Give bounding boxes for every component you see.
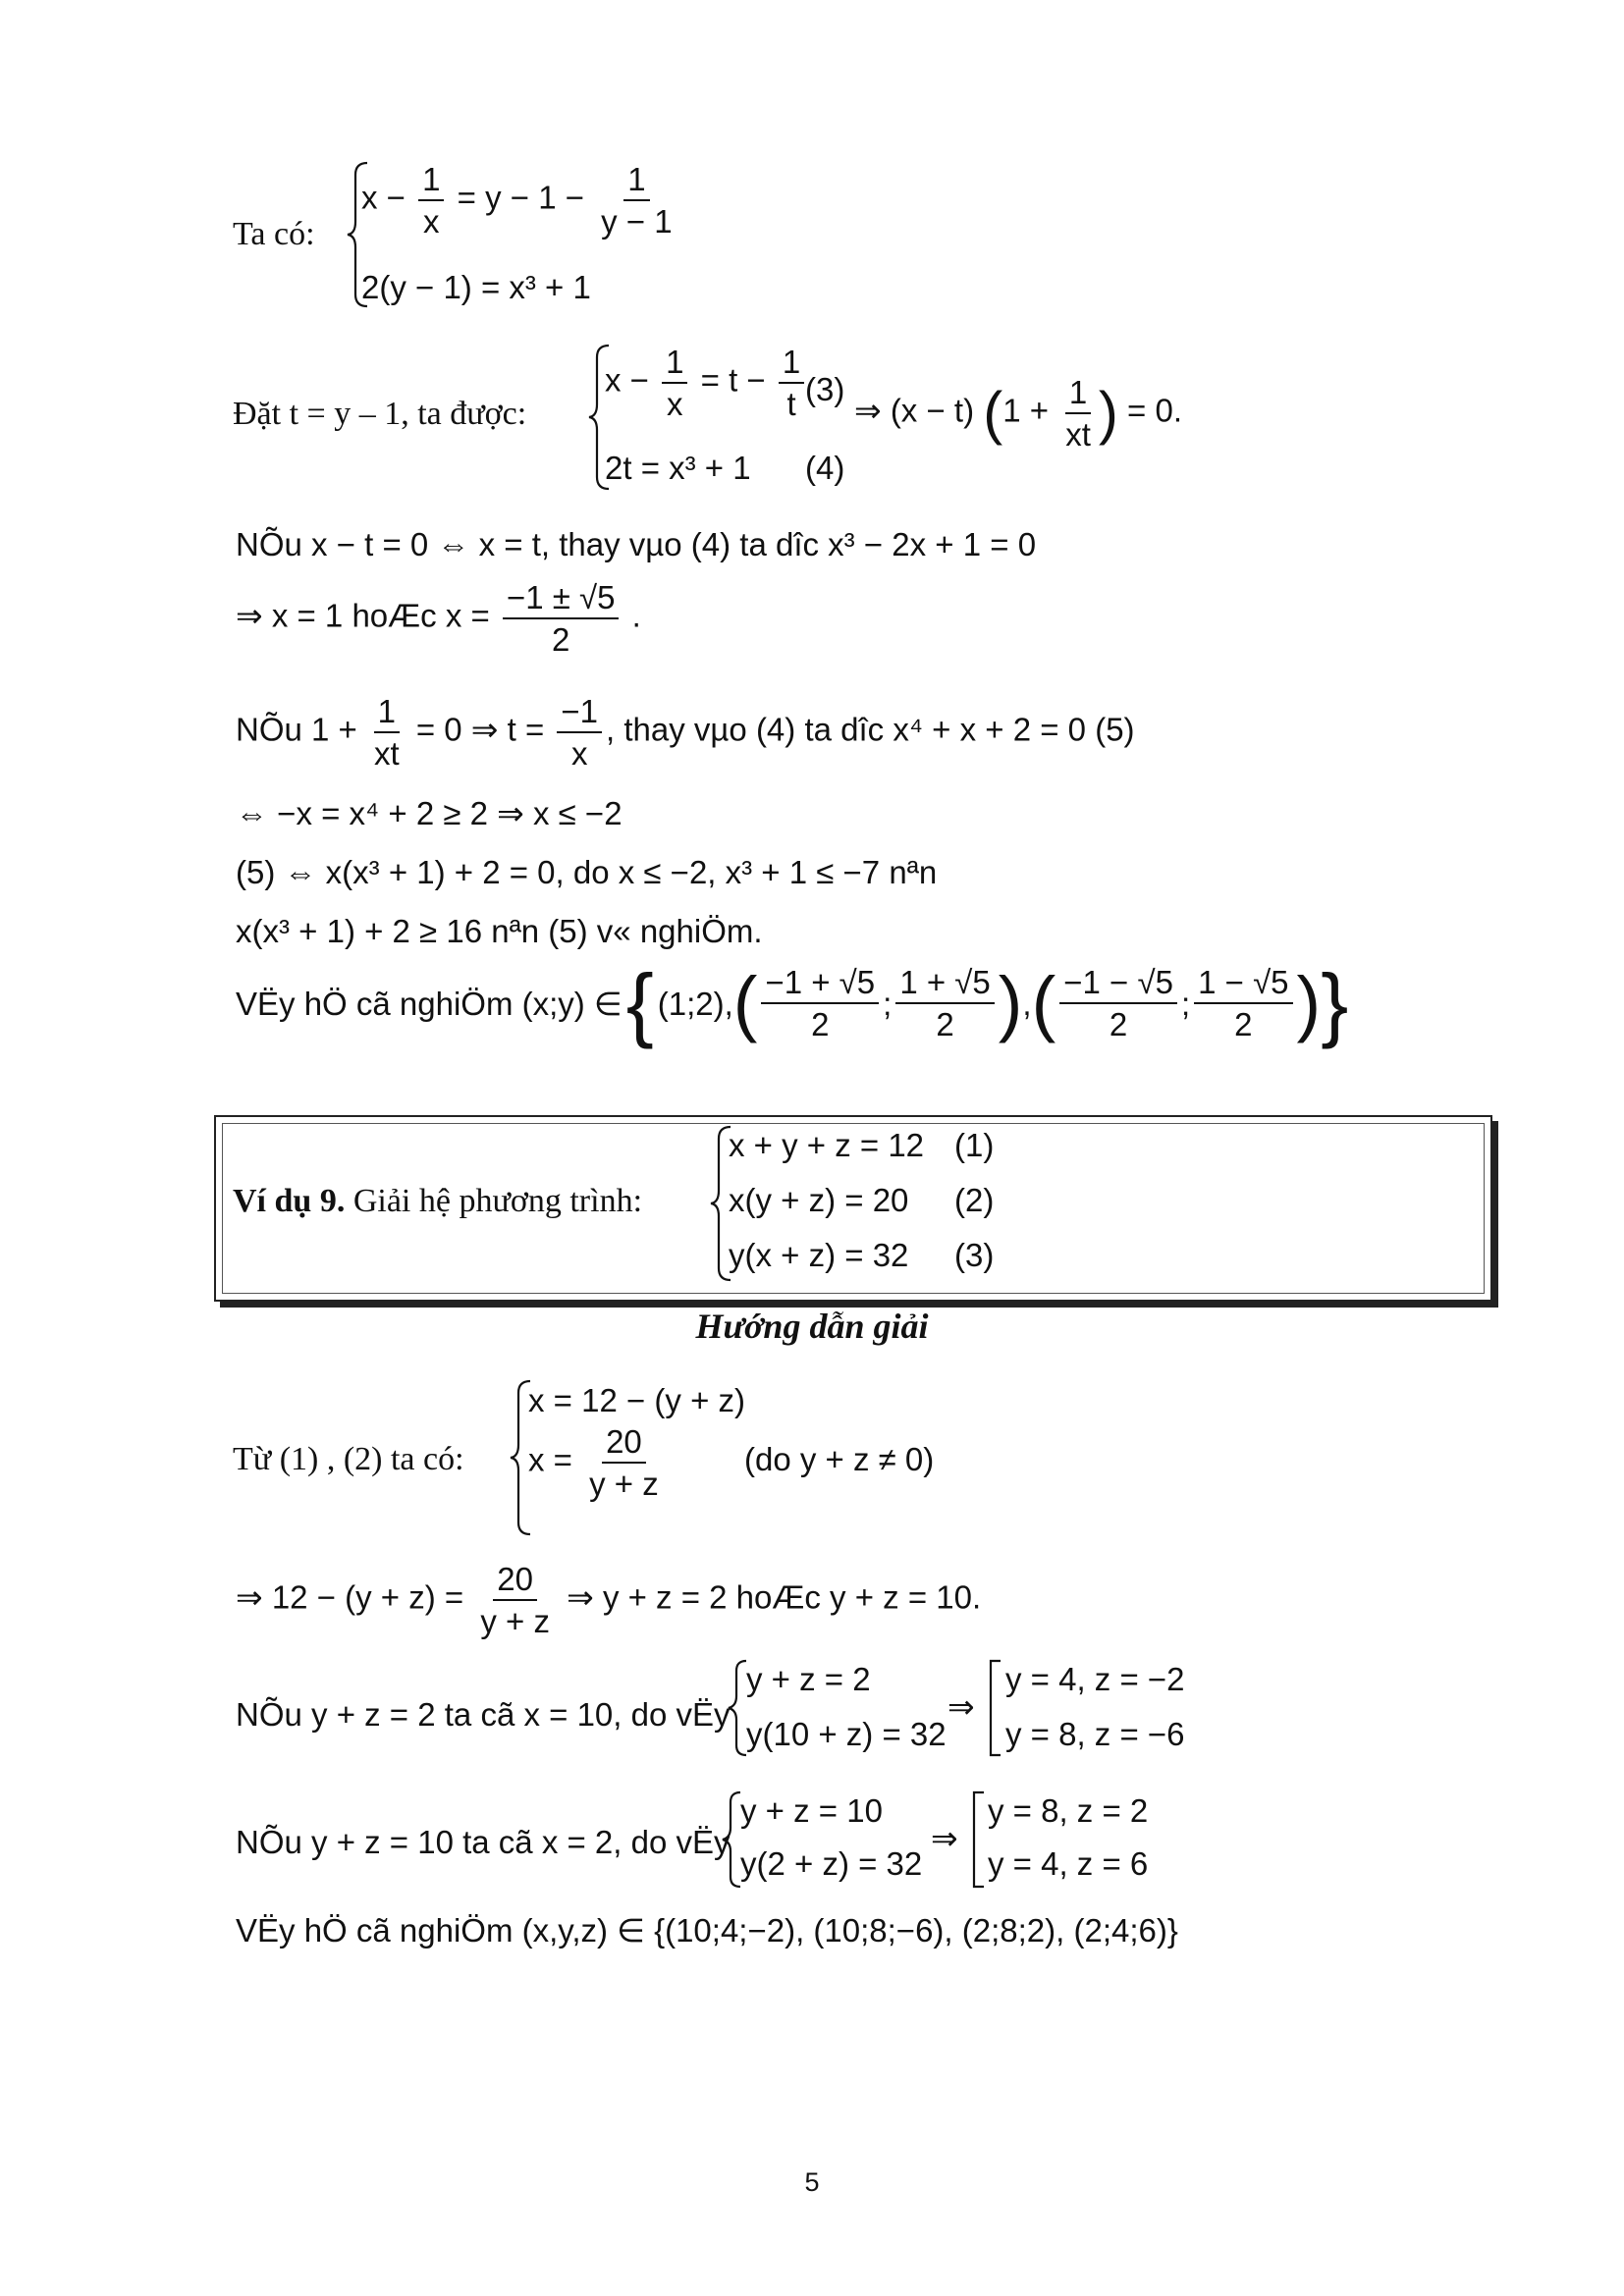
solution-heading: Hướng dẫn giải bbox=[695, 1307, 929, 1346]
subcase1-sys2: y(10 + z) = 32 bbox=[746, 1716, 947, 1752]
subcase2-sys1: y + z = 10 bbox=[740, 1792, 883, 1829]
example-tag1: (1) bbox=[954, 1127, 995, 1163]
case1-line2: ⇒ x = 1 hoÆc x = $\frac{-1 \pm √5}{2}$ . bbox=[236, 579, 641, 658]
example-title: Ví dụ 9. Giải hệ phương trình: bbox=[233, 1183, 643, 1219]
subcase1-bracket bbox=[987, 1659, 1002, 1757]
block2-eq3: x − $\frac{1}{x}$ = t − $\frac{1}{t}$ bbox=[605, 346, 808, 420]
conclusion1: VËy hÖ cã nghiÖm (x;y) ∈ { (1;2), ( $\frac{-1 + √5}{2}$ ; $\frac{1 + √5}{2}$ ) , ( $\frac{-1 - √5}{2}$ ; $\frac{1 - √5}{2}$ ) } bbox=[236, 957, 1349, 1049]
subcase2-sys2: y(2 + z) = 32 bbox=[740, 1845, 923, 1882]
solution-sys-eq1: x = 12 − (y + z) bbox=[528, 1382, 746, 1418]
case2-line2: ⇔ −x = x⁴ + 2 ≥ 2 ⇒ x ≤ −2 bbox=[236, 795, 623, 831]
subcase1-res1: y = 4, z = −2 bbox=[1005, 1661, 1185, 1697]
subcase2-arrow: ⇒ bbox=[931, 1820, 958, 1856]
example-tag3: (3) bbox=[954, 1237, 995, 1273]
subcase1-res2: y = 8, z = −6 bbox=[1005, 1716, 1185, 1752]
block2-result: ⇒ (x − t) (1 + $\frac{1}{xt}$ ) = 0. bbox=[854, 374, 1182, 453]
block1-eq2: 2(y − 1) = x³ + 1 bbox=[361, 269, 591, 305]
subcase2-lead: NÕu y + z = 10 ta cã x = 2, do vËy bbox=[236, 1824, 731, 1860]
case2-line3: (5) ⇔ x(x³ + 1) + 2 = 0, do x ≤ −2, x³ + 1 ≤ −7 nªn bbox=[236, 854, 938, 890]
case2-line1: NÕu 1 + $\frac{1}{xt}$ = 0 ⇒ t = $\frac{-1}{x}$ , thay vµo (4) ta dîc x⁴ + x + 2 = 0 (5) bbox=[236, 693, 1135, 772]
block2-eq4: 2t = x³ + 1 bbox=[605, 450, 751, 486]
subcase2-bracket bbox=[970, 1790, 986, 1889]
case2-line4: x(x³ + 1) + 2 ≥ 16 nªn (5) v« nghiÖm. bbox=[236, 913, 763, 949]
example-eq3: y(x + z) = 32 bbox=[729, 1237, 909, 1273]
subcase2-res1: y = 8, z = 2 bbox=[988, 1792, 1149, 1829]
subcase1-lead: NÕu y + z = 2 ta cã x = 10, do vËy bbox=[236, 1696, 731, 1733]
conclusion2: VËy hÖ cã nghiÖm (x,y,z) ∈ {(10;4;−2), (10;8;−6), (2;8;2), (2;4;6)} bbox=[236, 1912, 1178, 1949]
subcase1-sys1: y + z = 2 bbox=[746, 1661, 871, 1697]
example-eq1: x + y + z = 12 bbox=[729, 1127, 925, 1163]
page-number: 5 bbox=[804, 2167, 820, 2197]
block1-eq1: x − $\frac{1}{x}$ = y − 1 − $\frac{1}{y - 1}$ bbox=[361, 161, 673, 240]
solution-sys-eq2: x = $\frac{20}{y + z}$ bbox=[528, 1423, 659, 1502]
example-tag2: (2) bbox=[954, 1182, 995, 1218]
subcase2-res2: y = 4, z = 6 bbox=[988, 1845, 1149, 1882]
case1-line1: NÕu x − t = 0 ⇔ x = t, thay vµo (4) ta dîc x³ − 2x + 1 = 0 bbox=[236, 526, 1037, 562]
solution-sys-note: (do y + z ≠ 0) bbox=[744, 1441, 935, 1477]
block2-eq4-tag: (4) bbox=[805, 450, 845, 486]
subcase1-arrow: ⇒ bbox=[947, 1688, 975, 1725]
block2-eq3-tag: (3) bbox=[805, 371, 845, 407]
block1-lead: Ta có: bbox=[233, 216, 315, 252]
example-eq2: x(y + z) = 20 bbox=[729, 1182, 909, 1218]
solution-lead: Từ (1) , (2) ta có: bbox=[233, 1441, 464, 1477]
solution-implication: ⇒ 12 − (y + z) = $\frac{20}{y + z}$ ⇒ y + z = 2 hoÆc y + z = 10. bbox=[236, 1561, 982, 1639]
block2-lead: Đặt t = y – 1, ta được: bbox=[233, 396, 527, 432]
